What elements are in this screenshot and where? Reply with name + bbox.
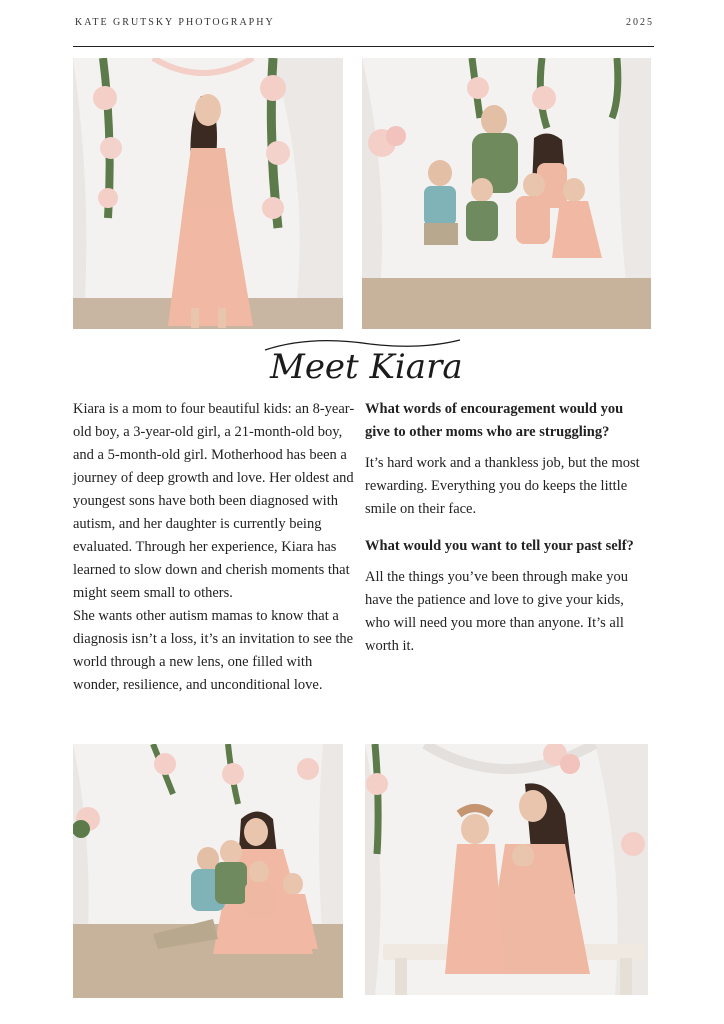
photo-kiara-with-kids [73, 744, 343, 998]
qa-column [365, 398, 650, 672]
photo-kiara-with-daughters [365, 744, 648, 995]
meet-kiara-script-title [250, 330, 470, 400]
year-label: 2025 [626, 17, 654, 28]
photo-kiara-standing [73, 58, 343, 329]
intro-paragraph-2: She wants other autism mamas to know that a diagnosis isn’t a loss, it’s an invitation to see the world through a new lens, one filled with wonder, resilience, and unconditional love. [73, 608, 354, 693]
answer-1: It’s hard work and a thankless job, but the most rewarding. Everything you do keeps the little smile on their face. [365, 455, 640, 517]
brand-name: KATE GRUTSKY PHOTOGRAPHY [75, 17, 275, 28]
photo-family-group [362, 58, 651, 329]
intro-column [73, 398, 355, 697]
question-1: What words of encouragement would you give to other moms who are struggling? [365, 401, 624, 440]
question-2: What would you want to tell your past self? [365, 538, 634, 554]
title-text: Meet Kiara [270, 347, 463, 387]
intro-paragraph-1: Kiara is a mom to four beautiful kids: an 8-year-old boy, a 3-year-old girl, a 21-month-old boy, and a 5-month-old girl. Motherhood has been a journey of deep growth and love. Her oldest and youngest sons have both been diagnosed with autism, and her daughter is currently being evaluated. Through her experience, Kiara has learned to slow down and cherish moments that might seem small to others. [73, 401, 355, 601]
header-divider [73, 46, 654, 47]
answer-2: All the things you’ve been through make you have the patience and love to give your kids, who will need you more than anyone. It’s all worth it. [365, 569, 628, 654]
